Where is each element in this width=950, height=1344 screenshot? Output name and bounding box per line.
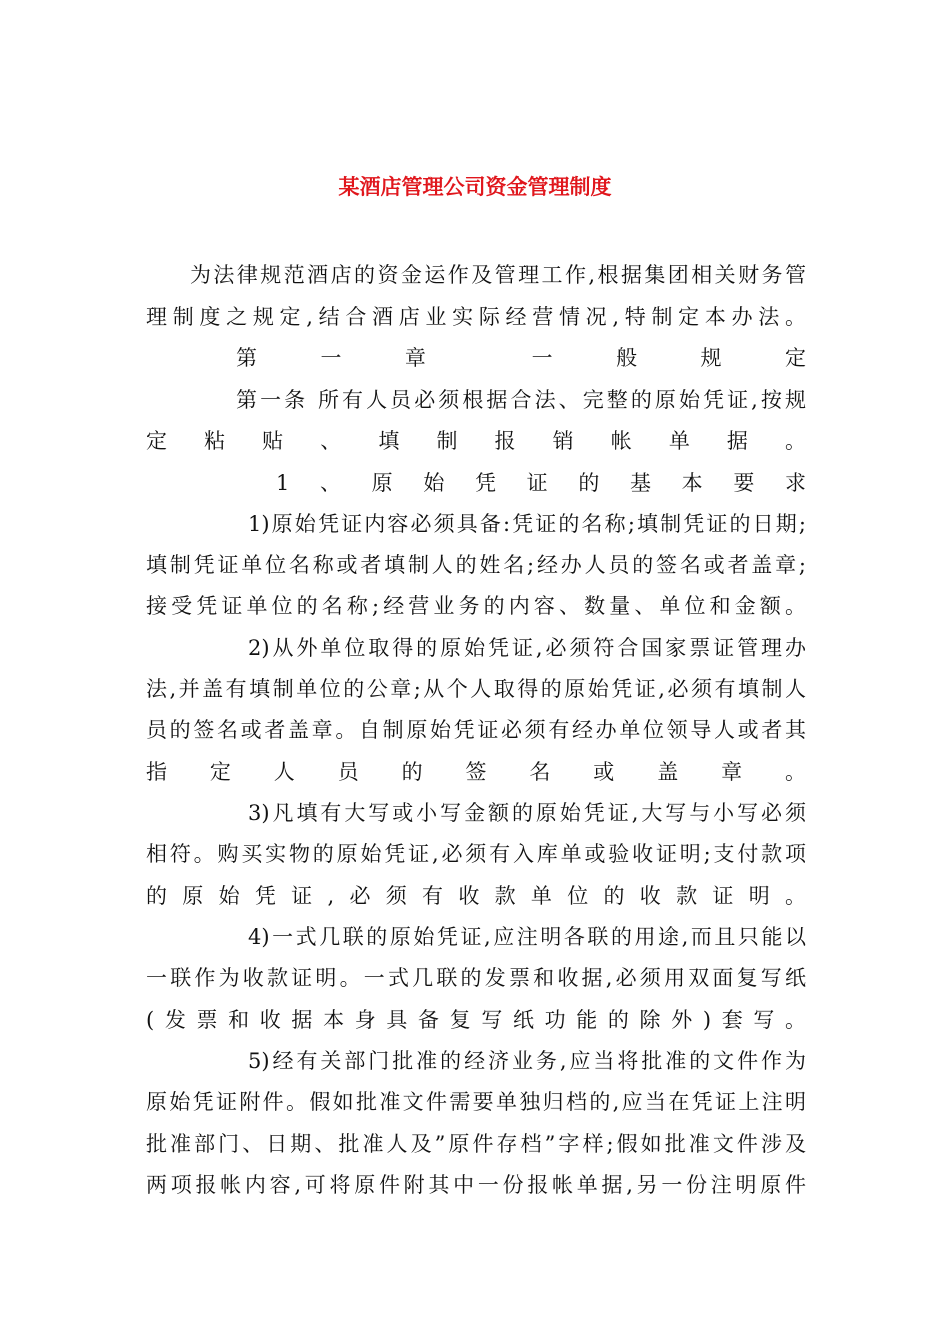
- paragraph-line: 两项报帐内容,可将原件附其中一份报帐单据,另一份注明原件: [146, 1173, 806, 1197]
- paragraph-line: 1)原始凭证内容必须具备:凭证的名称;填制凭证的日期;: [248, 512, 806, 536]
- paragraph-line: 4)一式几联的原始凭证,应注明各联的用途,而且只能以: [248, 925, 806, 949]
- paragraph-line: 5)经有关部门批准的经济业务,应当将批准的文件作为: [248, 1049, 806, 1073]
- paragraph-line: 3)凡填有大写或小写金额的原始凭证,大写与小写必须: [248, 801, 806, 825]
- paragraph-line: 2)从外单位取得的原始凭证,必须符合国家票证管理办: [248, 636, 806, 660]
- paragraph-line: 批准部门、日期、批准人及”原件存档”字样;假如批准文件涉及: [146, 1132, 806, 1156]
- paragraph-line: 一联作为收款证明。一式几联的发票和收据,必须用双面复写纸: [146, 966, 806, 990]
- chapter-heading: 第 一 章 一 般 规 定: [236, 346, 806, 370]
- paragraph-line: 相符。购买实物的原始凭证,必须有入库单或验收证明;支付款项: [146, 842, 806, 866]
- paragraph-line: 员的签名或者盖章。自制原始凭证必须有经办单位领导人或者其: [146, 718, 806, 742]
- paragraph-line: 指定人员的签名或盖章。: [146, 760, 806, 784]
- section-heading: 1、原始凭证的基本要求: [276, 471, 806, 495]
- paragraph-line: 原始凭证附件。假如批准文件需要单独归档的,应当在凭证上注明: [146, 1090, 806, 1114]
- paragraph-line: 理制度之规定,结合酒店业实际经营情况,特制定本办法。: [146, 305, 806, 329]
- paragraph-line: 填制凭证单位名称或者填制人的姓名;经办人员的签名或者盖章;: [146, 553, 806, 577]
- article-line: 定粘贴、填制报销帐单据。: [146, 429, 806, 453]
- document-title: 某酒店管理公司资金管理制度: [338, 174, 612, 199]
- paragraph-line: 法,并盖有填制单位的公章;从个人取得的原始凭证,必须有填制人: [146, 677, 806, 701]
- paragraph-line: 接受凭证单位的名称;经营业务的内容、数量、单位和金额。: [146, 594, 806, 618]
- article-line: 第一条 所有人员必须根据合法、完整的原始凭证,按规: [236, 388, 806, 412]
- paragraph-line: 的原始凭证,必须有收款单位的收款证明。: [146, 884, 806, 908]
- paragraph-line: (发票和收据本身具备复写纸功能的除外)套写。: [146, 1008, 806, 1032]
- paragraph-line: 为法律规范酒店的资金运作及管理工作,根据集团相关财务管: [190, 263, 806, 287]
